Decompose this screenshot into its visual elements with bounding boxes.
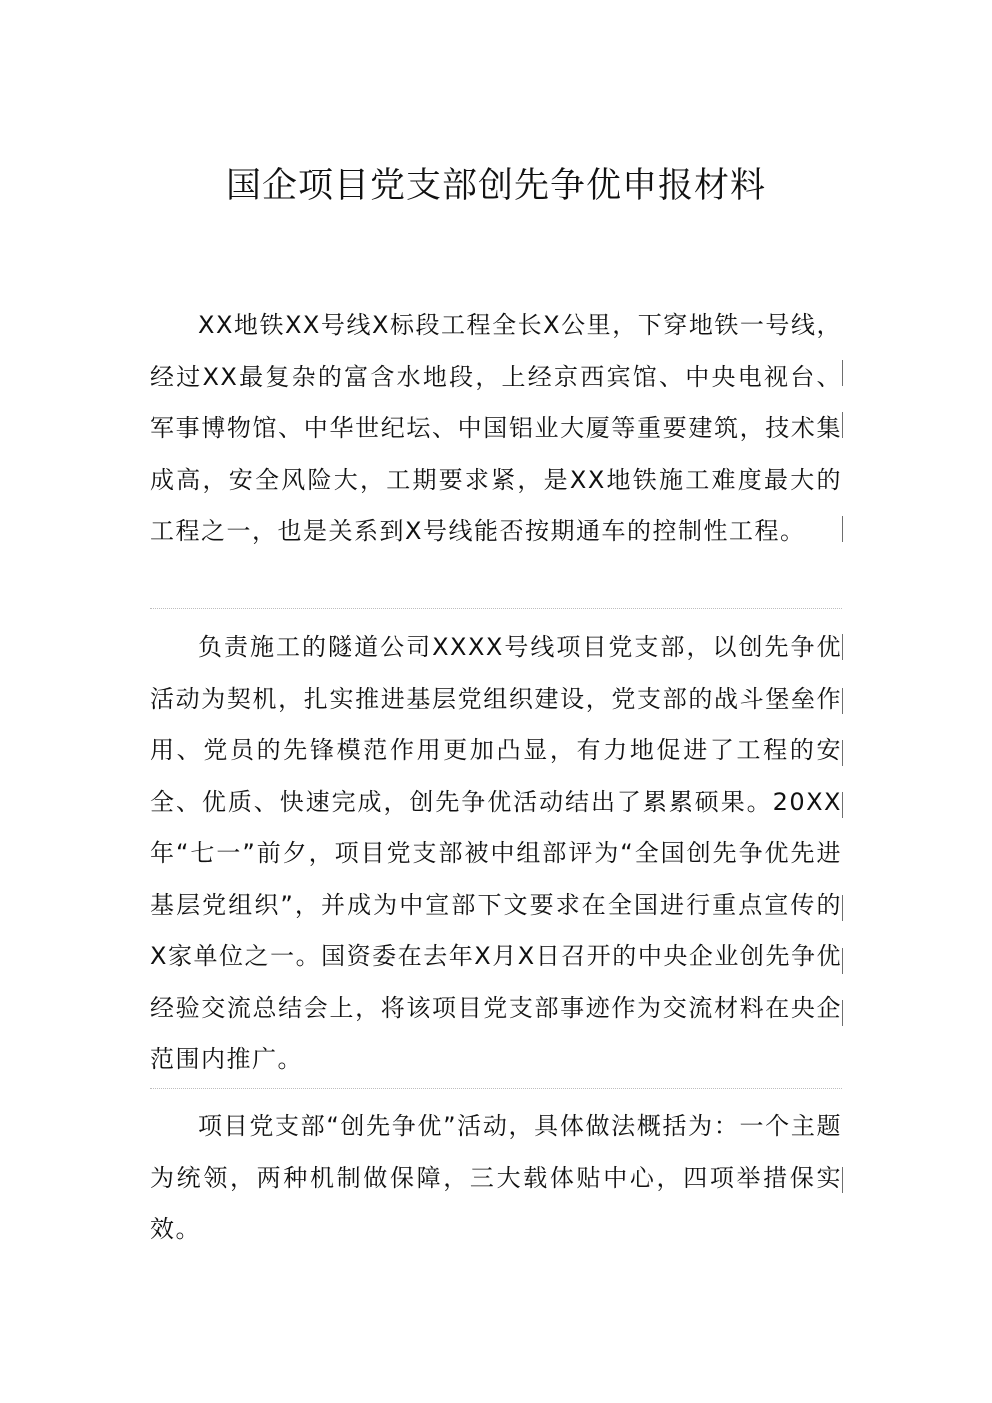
margin-mark xyxy=(842,412,843,438)
margin-mark xyxy=(842,360,843,386)
margin-mark xyxy=(842,1000,843,1026)
margin-mark xyxy=(842,688,843,714)
document-title: 国企项目党支部创先争优申报材料 xyxy=(225,166,766,206)
paragraph-project-overview: XX地铁XX号线X标段工程全长X公里，下穿地铁一号线，经过XX最复杂的富含水地段，上经京西宾馆、中央电视台、军事博物馆、中华世纪坛、中国铝业大厦等重要建筑，技术集成高，安全风险大，工期要求紧，是XX地铁施工难度最大的工程之一，也是关系到X号线能否按期通车的控制性工程。 xyxy=(150,311,842,545)
paragraph-achievements: 负责施工的隧道公司XXXX号线项目党支部，以创先争优活动为契机，扎实推进基层党组织建设，党支部的战斗堡垒作用、党员的先锋模范作用更加凸显，有力地促进了工程的安全、优质、快速完成，创先争优活动结出了累累硕果。20XX年“七一”前夕，项目党支部被中组部评为“全国创先争优先进基层党组织”，并成为中宣部下文要求在全国进行重点宣传的X家单位之一。国资委在去年X月X日召开的中央企业创先争优经验交流总结会上，将该项目党支部事迹作为交流材料在央企范围内推广。 xyxy=(150,633,842,1073)
margin-mark xyxy=(842,895,843,921)
margin-mark xyxy=(842,948,843,974)
paragraph-approach-summary: 项目党支部“创先争优”活动，具体做法概括为：一个主题为统领，两种机制做保障，三大载体贴中心，四项举措保实效。 xyxy=(150,1112,842,1243)
margin-mark xyxy=(842,516,843,542)
margin-mark xyxy=(842,634,843,660)
margin-mark xyxy=(842,792,843,818)
paragraph-divider xyxy=(150,1088,842,1089)
margin-mark xyxy=(842,740,843,766)
margin-mark xyxy=(842,1167,843,1193)
paragraph-divider xyxy=(150,608,842,609)
